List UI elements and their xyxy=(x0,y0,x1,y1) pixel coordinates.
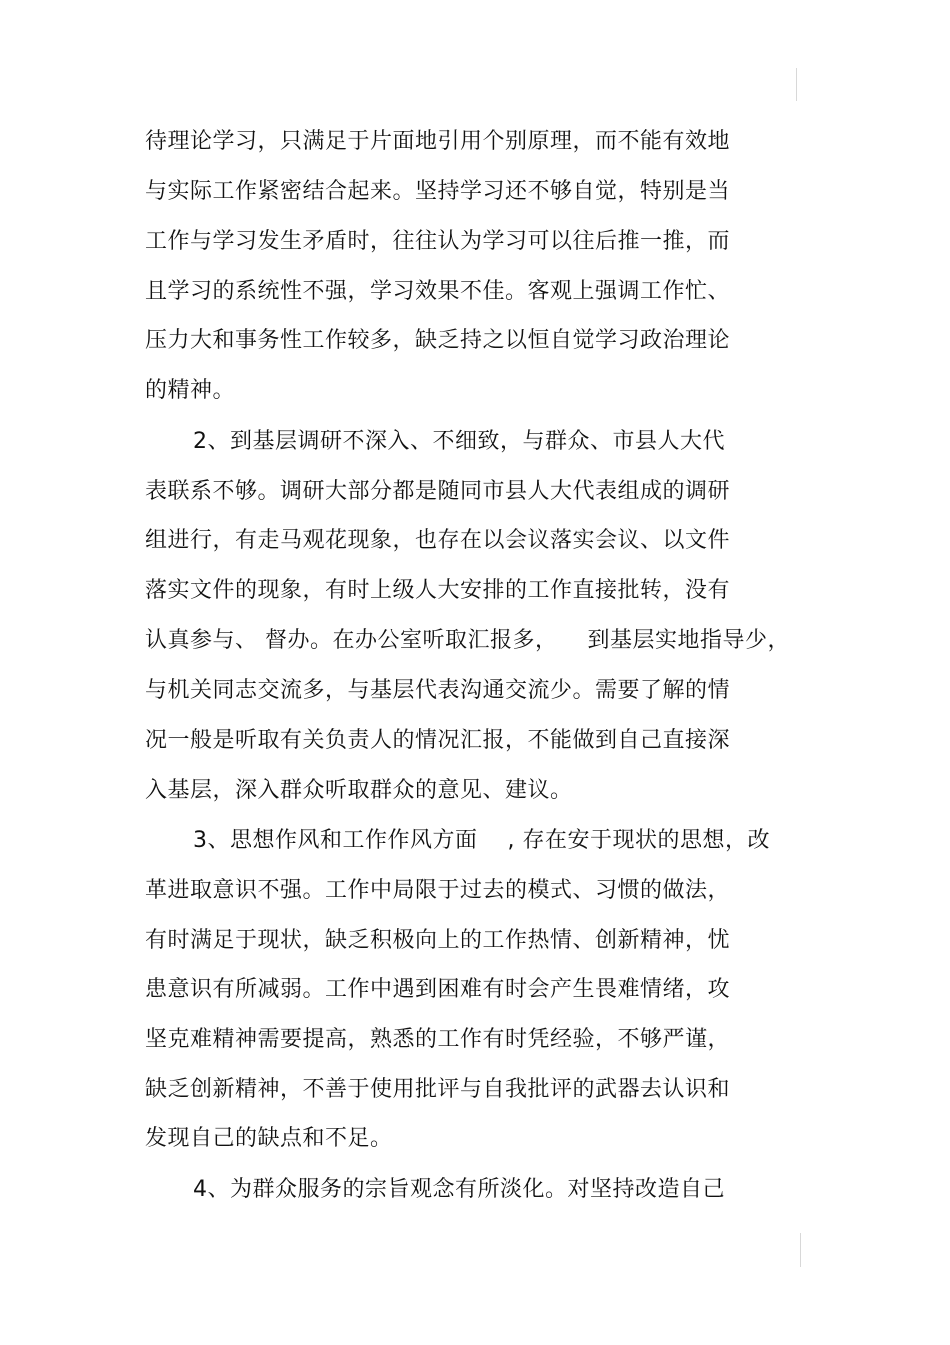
text-line: 患意识有所减弱。工作中遇到困难有时会产生畏难情绪，攻 xyxy=(145,977,731,1002)
text-line: 发现自己的缺点和不足。 xyxy=(145,1126,393,1151)
text-line: 压力大和事务性工作较多，缺乏持之以恒自觉学习政治理论 xyxy=(145,328,731,353)
text-line: 落实文件的现象，有时上级人大安排的工作直接批转，没有 xyxy=(145,578,731,603)
text-line: 坚克难精神需要提高，熟悉的工作有时凭经验，不够严谨， xyxy=(145,1027,731,1052)
text-line: 工作与学习发生矛盾时，往往认为学习可以往后推一推，而 xyxy=(145,229,731,254)
text-line: 且学习的系统性不强，学习效果不佳。客观上强调工作忙、 xyxy=(145,279,731,304)
text-line: 革进取意识不强。工作中局限于过去的模式、习惯的做法， xyxy=(145,878,731,903)
text-line: 况一般是听取有关负责人的情况汇报，不能做到自己直接深 xyxy=(145,728,731,753)
text-segment: 认真参与、 督办。在办公室听取汇报多， xyxy=(145,628,558,653)
text-line: 4、为群众服务的宗旨观念有所淡化。对坚持改造自己 xyxy=(193,1177,725,1202)
text-line: 的精神。 xyxy=(145,378,236,403)
text-segment: , 存在安于现状的思想，改 xyxy=(507,828,770,853)
text-line: 组进行，有走马观花现象，也存在以会议落实会议、以文件 xyxy=(145,528,731,553)
text-line: 表联系不够。调研大部分都是随同市县人大代表组成的调研 xyxy=(145,479,731,504)
text-line: 与实际工作紧密结合起来。坚持学习还不够自觉，特别是当 xyxy=(145,179,731,204)
text-line: 入基层，深入群众听取群众的意见、建议。 xyxy=(145,778,573,803)
text-segment: 3、思想作风和工作作风方面 xyxy=(193,828,478,853)
text-line xyxy=(193,826,770,856)
text-line xyxy=(145,626,790,656)
page-corner-mark-bottom xyxy=(800,1233,801,1267)
text-line: 2、到基层调研不深入、不细致，与群众、市县人大代 xyxy=(193,429,725,454)
text-line: 与机关同志交流多，与基层代表沟通交流少。需要了解的情 xyxy=(145,678,731,703)
text-line: 有时满足于现状，缺乏积极向上的工作热情、创新精神，忧 xyxy=(145,928,731,953)
page-corner-mark-top xyxy=(796,68,797,101)
text-line: 缺乏创新精神，不善于使用批评与自我批评的武器去认识和 xyxy=(145,1077,731,1102)
text-segment: 到基层实地指导少， xyxy=(587,628,791,653)
text-line: 待理论学习，只满足于片面地引用个别原理，而不能有效地 xyxy=(145,129,731,154)
